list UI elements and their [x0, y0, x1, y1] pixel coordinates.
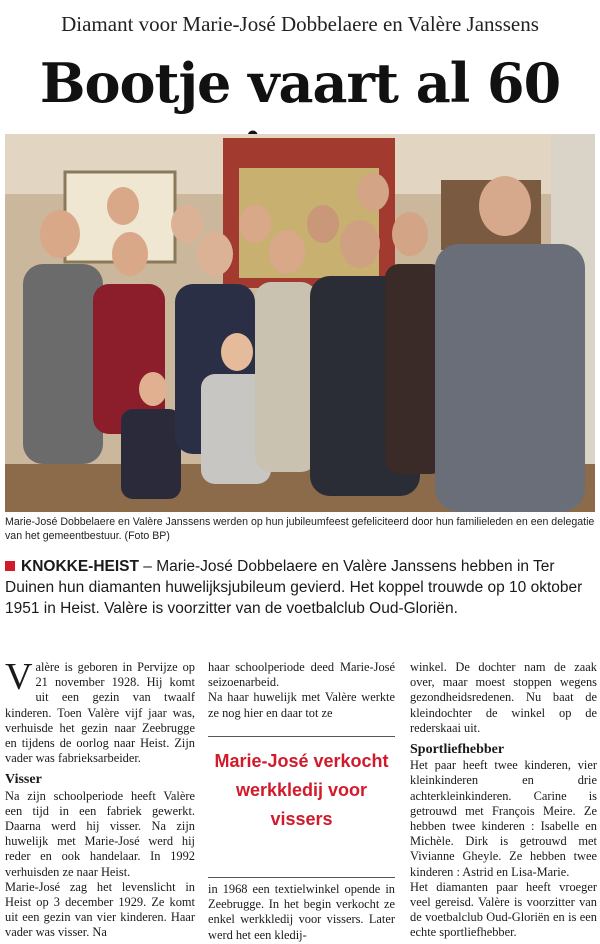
subhead-sportliefhebber: Sportliefhebber — [410, 742, 505, 758]
col1-p1: alère is geboren in Pervijze op 21 november 1928. Hij komt uit een gezin van twaalf kinderen. Toen Valère vijf jaar was, verhuisde het gezin naar Zeebrugge en tijdens de oorlog naar Heist. Zijn vader was fabrieksarbeider. — [5, 660, 195, 766]
col2-p3: in 1968 een textielwinkel opende in Zeebrugge. In het begin verkocht ze enkel werkkledij voor vissers. Later werd het een kledij- — [208, 882, 395, 942]
col2-p1: haar schoolperiode deed Marie-José seizoenarbeid. — [208, 660, 395, 690]
col1-p3: Marie-José zag het levenslicht in Heist op 3 december 1929. Ze komt uit een gezin van vier kinderen. Haar vader was visser. Na — [5, 879, 195, 940]
headline: Bootje vaart al 60 — [39, 51, 561, 115]
photo-group-icon — [5, 134, 595, 512]
col3-p2: Het paar heeft twee kinderen, vier kleinkinderen en drie achterkleinkinderen. Carine is getrouwd met François Meire. Ze hebben twee kinderen : Isabelle en Michèle. Dirk is getrouwd met Vivianne Gheyle. Ze hebben twee kinderen : Astrid en Lisa-Marie. — [410, 758, 597, 879]
group-photo — [5, 134, 595, 512]
subhead-visser: Visser — [5, 772, 42, 788]
col1-p2: Na zijn schoolperiode heeft Valère een tijd in een fabriek gewerkt. Daarna werd hij visser. Na zijn huwelijk met Marie-José werd hij reder en ook handelaar. In 1992 verhuisden ze naar Heist. — [5, 788, 195, 879]
pull-quote-text: Marie-José verkocht werkkledij voor vissers — [214, 751, 389, 829]
photo-caption: Marie-José Dobbelaere en Valère Janssens werden op hun jubileumfeest gefeliciteerd door hun familieleden en een delegatie van het gemeentbestuur. (Foto BP) — [5, 516, 595, 542]
col3-p1: winkel. De dochter nam de zaak over, maar moest stoppen wegens gezondheidsredenen. Nu baat de kleindochter de winkel op de rederskaai uit. — [410, 660, 597, 735]
lead-paragraph — [5, 556, 595, 619]
dropcap: V — [5, 656, 33, 698]
col3-p3: Het diamanten paar heeft vroeger veel gereisd. Valère is voorzitter van de voetbalclub Oud-Gloriën en is een echte sportliefhebber. — [410, 879, 597, 940]
kicker: Diamant voor Marie-José Dobbelaere en Valère Janssens — [61, 12, 539, 36]
column-1 — [5, 656, 195, 941]
lead-text: – Marie-José Dobbelaere en Valère Janssens hebben in Ter Duinen hun diamanten huwelijksjubileum gevierd. Het koppel trouwde op 10 oktober 1951 in Heist. Valère is voorzitter van de voetbalclub Oud-Gloriën. — [5, 558, 583, 617]
col2-p2: Na haar huwelijk met Valère werkte ze nog hier en daar tot ze — [208, 690, 395, 720]
column-2 — [208, 660, 395, 721]
bullet-square-icon — [5, 561, 15, 571]
pull-quote — [208, 736, 395, 878]
dateline: KNOKKE-HEIST — [21, 558, 139, 575]
column-2-continued — [208, 882, 395, 943]
column-3 — [410, 660, 597, 941]
